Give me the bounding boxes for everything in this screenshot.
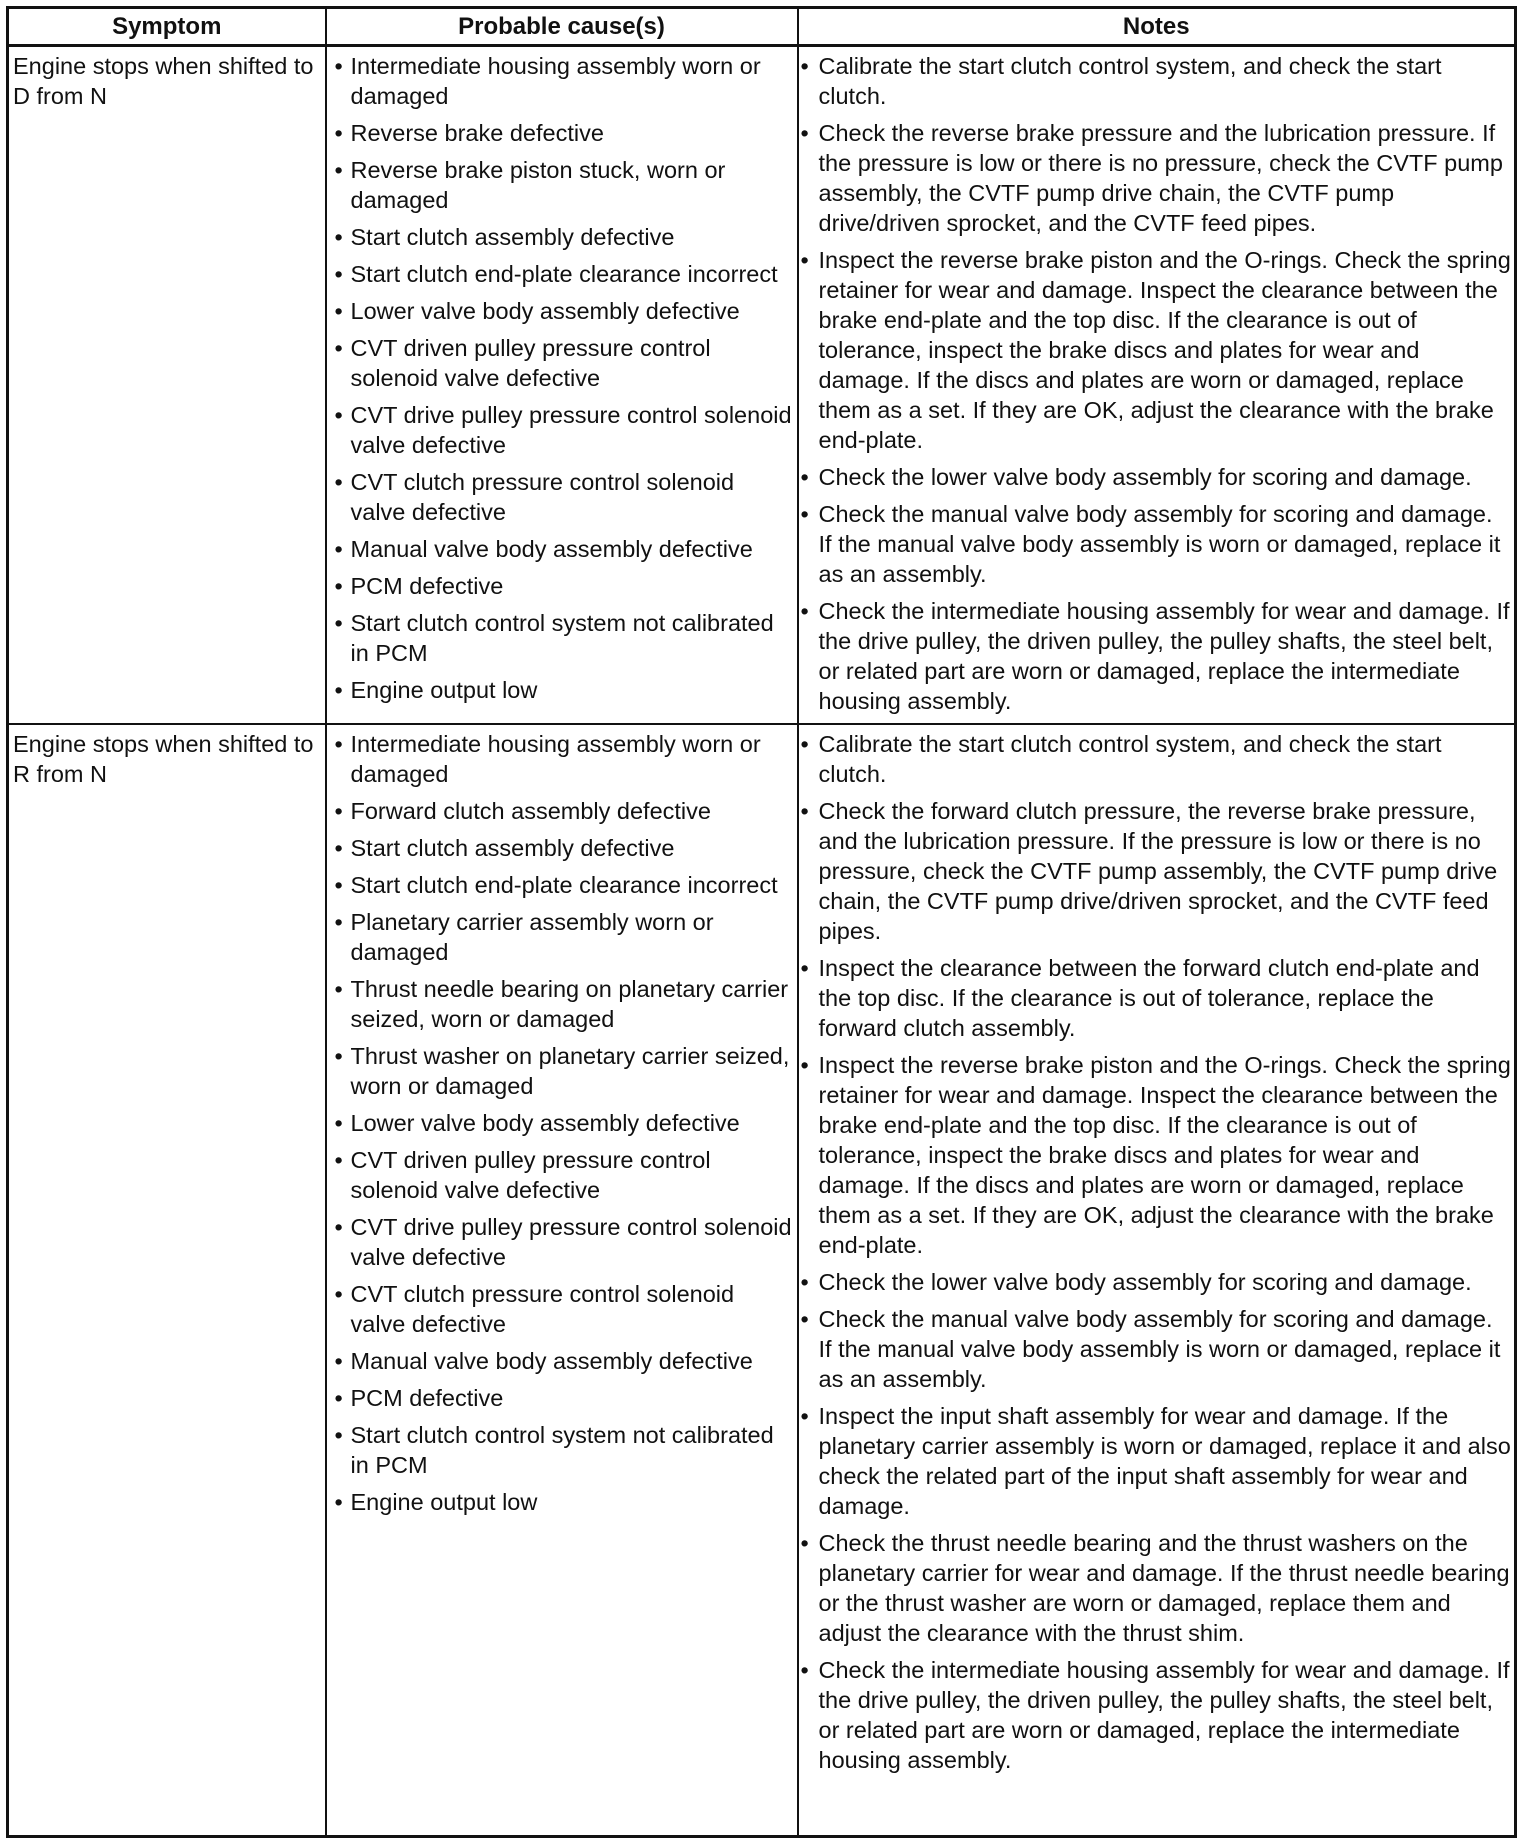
list-item: • Lower valve body assembly defective bbox=[333, 1108, 795, 1138]
causes-list bbox=[327, 725, 797, 1517]
list-item: • Thrust needle bearing on planetary carrier seized, worn or damaged bbox=[333, 974, 795, 1034]
list-item: • Check the thrust needle bearing and the thrust washers on the planetary carrier for wear and damage. If the thrust needle bearing or the thrust washer are worn or damaged, replace them and adjust the clearance with the thrust shim. bbox=[801, 1528, 1513, 1648]
causes-cell bbox=[326, 724, 798, 1837]
list-item: • CVT drive pulley pressure control solenoid valve defective bbox=[333, 1212, 795, 1272]
causes-cell bbox=[326, 46, 798, 725]
list-item: • CVT driven pulley pressure control solenoid valve defective bbox=[333, 1145, 795, 1205]
list-item: • Check the intermediate housing assembly for wear and damage. If the drive pulley, the driven pulley, the pulley shafts, the steel belt, or related part are worn or damaged, replace the intermediate housing assembly. bbox=[801, 1655, 1513, 1775]
list-item: • Manual valve body assembly defective bbox=[333, 534, 795, 564]
header-row bbox=[8, 8, 1516, 46]
list-item: • Start clutch end-plate clearance incorrect bbox=[333, 870, 795, 900]
list-item: • PCM defective bbox=[333, 1383, 795, 1413]
list-item: • CVT driven pulley pressure control solenoid valve defective bbox=[333, 333, 795, 393]
list-item: • Calibrate the start clutch control system, and check the start clutch. bbox=[801, 729, 1513, 789]
table-row bbox=[8, 724, 1516, 1837]
list-item: • Thrust washer on planetary carrier seized, worn or damaged bbox=[333, 1041, 795, 1101]
list-item: • Lower valve body assembly defective bbox=[333, 296, 795, 326]
list-item: • Calibrate the start clutch control system, and check the start clutch. bbox=[801, 51, 1513, 111]
symptom-cell: Engine stops when shifted to D from N bbox=[8, 46, 326, 725]
list-item: • Check the reverse brake pressure and the lubrication pressure. If the pressure is low or there is no pressure, check the CVTF pump assembly, the CVTF pump drive chain, the CVTF pump drive/driven sprocket, and the CVTF feed pipes. bbox=[801, 118, 1513, 238]
list-item: • Intermediate housing assembly worn or damaged bbox=[333, 51, 795, 111]
list-item: • Reverse brake piston stuck, worn or damaged bbox=[333, 155, 795, 215]
list-item: • Intermediate housing assembly worn or damaged bbox=[333, 729, 795, 789]
symptom-cell: Engine stops when shifted to R from N bbox=[8, 724, 326, 1837]
list-item: • Inspect the reverse brake piston and the O-rings. Check the spring retainer for wear and damage. Inspect the clearance between the brake end-plate and the top disc. If the clearance is out of tolerance, inspect the brake discs and plates for wear and damage. If the discs and plates are worn or damaged, replace them as a set. If they are OK, adjust the clearance with the brake end-plate. bbox=[801, 1050, 1513, 1260]
list-item: • Inspect the input shaft assembly for wear and damage. If the planetary carrier assembly is worn or damaged, replace it and also check the related part of the input shaft assembly for wear and damage. bbox=[801, 1401, 1513, 1521]
list-item: • Inspect the clearance between the forward clutch end-plate and the top disc. If the clearance is out of tolerance, replace the forward clutch assembly. bbox=[801, 953, 1513, 1043]
list-item: • Check the lower valve body assembly for scoring and damage. bbox=[801, 1267, 1513, 1297]
list-item: • Engine output low bbox=[333, 1487, 795, 1517]
list-item: • Start clutch assembly defective bbox=[333, 222, 795, 252]
list-item: • Start clutch end-plate clearance incorrect bbox=[333, 259, 795, 289]
causes-list bbox=[327, 47, 797, 705]
list-item: • Check the forward clutch pressure, the reverse brake pressure, and the lubrication pressure. If the pressure is low or there is no pressure, check the CVTF pump assembly, the CVTF pump drive chain, the CVTF pump drive/driven sprocket, and the CVTF feed pipes. bbox=[801, 796, 1513, 946]
notes-list bbox=[799, 47, 1515, 716]
list-item: • Reverse brake defective bbox=[333, 118, 795, 148]
list-item: • Inspect the reverse brake piston and the O-rings. Check the spring retainer for wear and damage. Inspect the clearance between the brake end-plate and the top disc. If the clearance is out of tolerance, inspect the brake discs and plates for wear and damage. If the discs and plates are worn or damaged, replace them as a set. If they are OK, adjust the clearance with the brake end-plate. bbox=[801, 245, 1513, 455]
header-symptom: Symptom bbox=[8, 8, 326, 46]
table-row bbox=[8, 46, 1516, 725]
list-item: • Manual valve body assembly defective bbox=[333, 1346, 795, 1376]
list-item: • Start clutch control system not calibrated in PCM bbox=[333, 608, 795, 668]
header-notes: Notes bbox=[798, 8, 1516, 46]
notes-list bbox=[799, 725, 1515, 1775]
list-item: • CVT drive pulley pressure control solenoid valve defective bbox=[333, 400, 795, 460]
list-item: • PCM defective bbox=[333, 571, 795, 601]
header-probable-causes: Probable cause(s) bbox=[326, 8, 798, 46]
troubleshooting-table bbox=[6, 6, 1517, 1838]
list-item: • Engine output low bbox=[333, 675, 795, 705]
list-item: • Start clutch control system not calibrated in PCM bbox=[333, 1420, 795, 1480]
list-item: • Check the manual valve body assembly for scoring and damage. If the manual valve body assembly is worn or damaged, replace it as an assembly. bbox=[801, 499, 1513, 589]
notes-cell bbox=[798, 46, 1516, 725]
list-item: • CVT clutch pressure control solenoid valve defective bbox=[333, 467, 795, 527]
list-item: • Check the lower valve body assembly for scoring and damage. bbox=[801, 462, 1513, 492]
list-item: • Start clutch assembly defective bbox=[333, 833, 795, 863]
list-item: • Planetary carrier assembly worn or damaged bbox=[333, 907, 795, 967]
list-item: • CVT clutch pressure control solenoid valve defective bbox=[333, 1279, 795, 1339]
notes-cell bbox=[798, 724, 1516, 1837]
list-item: • Check the manual valve body assembly for scoring and damage. If the manual valve body assembly is worn or damaged, replace it as an assembly. bbox=[801, 1304, 1513, 1394]
list-item: • Forward clutch assembly defective bbox=[333, 796, 795, 826]
list-item: • Check the intermediate housing assembly for wear and damage. If the drive pulley, the driven pulley, the pulley shafts, the steel belt, or related part are worn or damaged, replace the intermediate housing assembly. bbox=[801, 596, 1513, 716]
